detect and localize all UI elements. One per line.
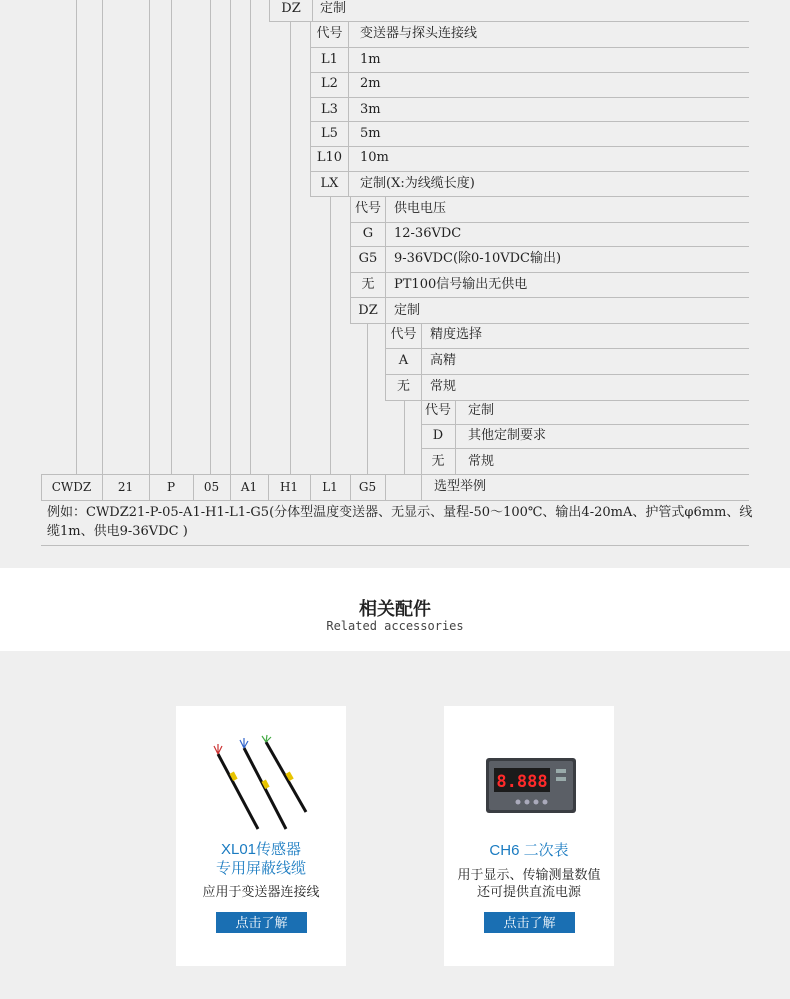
option-desc: 5m <box>360 126 381 141</box>
example-label: 选型举例 <box>434 479 487 494</box>
divider <box>250 0 251 474</box>
option-desc: PT100信号输出无供电 <box>394 277 528 292</box>
option-code: L10 <box>316 150 343 165</box>
divider <box>385 474 386 500</box>
example-cell: 05 <box>203 480 220 494</box>
divider <box>76 0 77 474</box>
option-desc: 定制(X:为线缆长度) <box>360 176 475 191</box>
card-title <box>176 840 346 878</box>
meter-display: 8.888 <box>496 772 548 792</box>
divider <box>350 297 749 298</box>
example-cell: A1 <box>240 480 258 494</box>
option-desc: 定制 <box>320 1 347 16</box>
section-header <box>0 568 790 651</box>
divider <box>290 21 291 474</box>
card-title: CH6 二次表 <box>489 842 569 859</box>
option-desc: 定制 <box>468 403 495 418</box>
option-desc: 定制 <box>394 303 421 318</box>
divider <box>149 0 150 474</box>
divider <box>230 474 231 500</box>
option-code: L5 <box>321 126 338 141</box>
example-cell: G5 <box>358 480 377 494</box>
option-desc: 高精 <box>430 353 457 368</box>
card-description: 还可提供直流电源 <box>476 884 581 899</box>
option-desc: 常规 <box>468 454 495 469</box>
divider <box>310 474 311 500</box>
card-title-line: XL01传感器 <box>220 841 302 858</box>
divider <box>230 0 231 474</box>
example-cell: CWDZ <box>51 480 92 494</box>
section-subtitle: Related accessories <box>326 619 464 633</box>
example-cell: H1 <box>279 480 299 494</box>
option-code: LX <box>320 176 339 191</box>
accessories-section <box>0 651 790 999</box>
divider <box>330 196 331 474</box>
option-code: 代号 <box>316 26 343 41</box>
divider <box>404 400 405 474</box>
divider <box>421 474 422 500</box>
accessory-card-meter[interactable] <box>444 706 614 966</box>
divider <box>421 323 422 400</box>
option-code: 代号 <box>354 201 381 216</box>
divider <box>41 545 749 546</box>
divider <box>268 474 269 500</box>
option-desc: 10m <box>360 150 389 165</box>
option-code: 代号 <box>390 327 417 342</box>
divider <box>171 0 172 474</box>
option-desc: 精度选择 <box>430 327 483 342</box>
divider <box>350 474 351 500</box>
option-code: DZ <box>281 1 301 16</box>
option-code: 无 <box>396 379 410 394</box>
option-desc: 2m <box>360 76 381 91</box>
divider <box>193 474 194 500</box>
option-code: G <box>362 226 374 241</box>
example-cell: L1 <box>322 480 338 494</box>
option-desc: 其他定制要求 <box>468 428 547 443</box>
option-code: 无 <box>361 277 375 292</box>
digital-panel-meter-image <box>474 734 584 834</box>
option-code: D <box>432 428 444 443</box>
option-code: L1 <box>321 52 338 67</box>
divider <box>269 0 270 21</box>
learn-more-button[interactable]: 点击了解 <box>216 912 307 933</box>
divider <box>455 400 456 474</box>
option-desc: 常规 <box>430 379 457 394</box>
divider <box>348 22 349 196</box>
option-code: G5 <box>358 251 378 266</box>
section-title: 相关配件 <box>359 599 431 620</box>
card-description: 应用于变送器连接线 <box>202 884 320 899</box>
shielded-cable-image <box>206 734 316 834</box>
example-note: 例如：CWDZ21-P-05-A1-H1-L1-G5(分体型温度变送器、无显示、量程-50～100℃、输出4-20mA、护管式φ6mm、线缆1m、供电9-36VDC ) <box>47 505 753 539</box>
divider <box>312 0 313 22</box>
divider <box>102 0 103 474</box>
learn-more-button[interactable]: 点击了解 <box>484 912 575 933</box>
divider <box>41 500 749 501</box>
option-code: A <box>398 353 409 368</box>
option-desc: 3m <box>360 102 381 117</box>
card-description: 用于显示、传输测量数值 <box>457 867 601 882</box>
divider <box>367 323 368 474</box>
divider <box>210 0 211 474</box>
divider <box>421 448 749 449</box>
card-title-line: 专用屏蔽线缆 <box>215 860 306 877</box>
option-desc: 9-36VDC(除0-10VDC输出) <box>394 251 562 266</box>
option-desc: 供电电压 <box>394 201 447 216</box>
example-cell: 21 <box>117 480 134 494</box>
option-code: 代号 <box>424 403 451 418</box>
accessory-card-cable[interactable] <box>176 706 346 966</box>
option-desc: 12-36VDC <box>394 226 462 241</box>
option-code: L2 <box>321 76 338 91</box>
example-cell: P <box>166 480 176 494</box>
divider <box>149 474 150 500</box>
divider <box>41 474 42 500</box>
divider <box>102 474 103 500</box>
option-desc: 1m <box>360 52 381 67</box>
option-code: DZ <box>358 303 378 318</box>
option-code: 无 <box>431 454 445 469</box>
option-code: L3 <box>321 102 338 117</box>
option-desc: 变送器与探头连接线 <box>360 26 478 41</box>
